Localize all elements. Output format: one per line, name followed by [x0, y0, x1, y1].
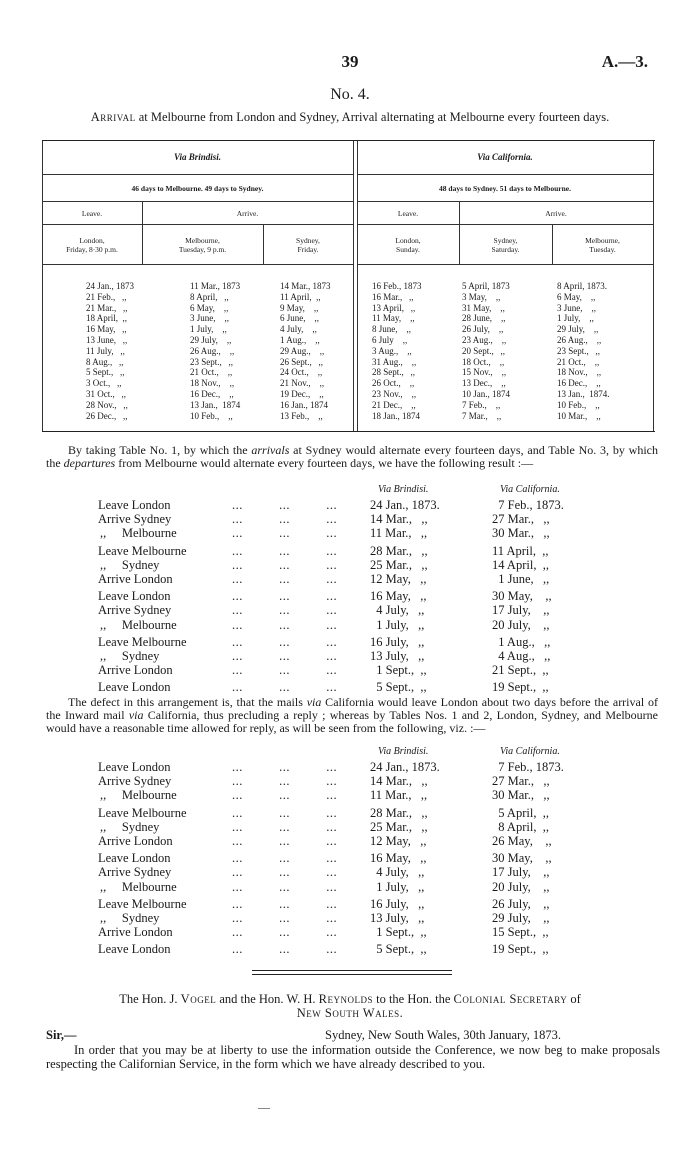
table-cell: 10 Mar., ,,: [557, 410, 601, 421]
table-cell: 13 June, ,,: [86, 334, 128, 345]
itinerary-row: [0, 851, 700, 866]
itin2-brindisi-heading: Via Brindisi.: [378, 746, 429, 757]
paragraph-result-intro: By taking Table No. 1, by which the arrivals at Sydney would alternate every fourteen days, and Table No. 3, by which the departures from Melbourne would alternate every fourteen days, we have the following result :—: [46, 443, 658, 470]
table-cell: 21 Oct., ,,: [190, 367, 233, 378]
brindisi-date: 12 May, ,,: [370, 834, 427, 848]
table-cell: 3 Oct., ,,: [86, 378, 122, 389]
brindisi-date: 16 May, ,,: [370, 589, 427, 604]
california-date: 26 July, ,,: [492, 896, 550, 911]
table-caption: [80, 110, 620, 124]
itinerary-row: [0, 806, 700, 821]
table-cell: 10 Jan., 1874: [462, 388, 510, 399]
itinerary-row: [0, 589, 700, 604]
leader-dots: ... ... ...: [232, 911, 338, 925]
brindisi-date: 16 July, ,,: [370, 896, 425, 911]
itinerary-row: [0, 680, 700, 695]
table-cell: 23 Aug., ,,: [462, 334, 507, 345]
brindisi-date: 16 May, ,,: [370, 851, 427, 866]
leader-dots: ... ... ...: [232, 543, 338, 558]
table-cell: 29 July, ,,: [557, 324, 599, 335]
itinerary-label: Leave Melbourne: [98, 896, 187, 911]
itinerary-label: Arrive London: [98, 572, 173, 586]
table-cell: 16 Feb., 1873: [372, 281, 422, 291]
table-cell: 26 Sept., ,,: [280, 356, 324, 367]
brindisi-date: 5 Sept., ,,: [370, 942, 427, 957]
brindisi-days: 46 days to Melbourne. 49 days to Sydney.: [131, 184, 264, 193]
california-date: 11 April, ,,: [492, 543, 549, 558]
california-date: 1 June, ,,: [492, 572, 550, 586]
itinerary-label: Leave Melbourne: [98, 543, 187, 558]
california-heading: Via California.: [477, 152, 533, 162]
itinerary-label: Arrive Sydney: [98, 774, 172, 789]
brindisi-date: 24 Jan., 1873.: [370, 760, 440, 774]
table-cell: 26 Aug., ,,: [557, 334, 602, 345]
california-date: 20 July, ,,: [492, 617, 550, 632]
footer-mark: [258, 1108, 270, 1109]
table-cell: 11 July, ,,: [86, 345, 125, 356]
itinerary-label: Arrive Sydney: [98, 512, 172, 527]
california-days: 48 days to Sydney. 51 days to Melbourne.: [439, 184, 571, 193]
table-cell: 21 Dec., ,,: [372, 399, 416, 410]
table-cell: 4 July, ,,: [280, 324, 317, 335]
brindisi-date: 1 July, ,,: [370, 879, 425, 894]
brindisi-melbourne-dates: [190, 281, 240, 421]
table-cell: 31 Oct., ,,: [86, 388, 126, 399]
brindisi-melbourne-col: Melbourne, Tuesday, 9 p.m.: [178, 236, 227, 254]
leader-dots: ... ... ...: [232, 805, 338, 820]
table-cell: 21 Feb., ,,: [86, 291, 127, 302]
brindisi-heading: Via Brindisi.: [173, 152, 222, 162]
paragraph-defect: The defect in this arrangement is, that the mails via California would leave London about two days before the arrival of the Inward mail via California, thus precluding a reply ; whereas by Tables Nos. 1 and 2, London, Sydney, and Melbourne would have a reasonable time allowed for reply, as will be seen from the following, viz. :—: [46, 695, 658, 735]
leader-dots: ... ... ...: [232, 617, 338, 632]
brindisi-date: 13 July, ,,: [370, 649, 425, 663]
table-cell: 5 April, 1873: [462, 281, 510, 291]
brindisi-date: 12 May, ,,: [370, 572, 427, 586]
table-cell: 14 Mar., 1873: [280, 281, 331, 291]
letter-body: In order that you may be at liberty to use the information outside the Conference, we now beg to make proposals respecting the Californian Service, in the form which we have already described to you.: [46, 1043, 660, 1071]
california-date: 7 Feb., 1873.: [492, 760, 564, 774]
brindisi-date: 4 July, ,,: [370, 865, 425, 880]
table-cell: 7 Mar., ,,: [462, 410, 502, 421]
brindisi-date: 24 Jan., 1873.: [370, 498, 440, 512]
california-date: 27 Mar., ,,: [492, 774, 550, 789]
table-cell: 9 May, ,,: [280, 302, 319, 313]
brindisi-date: 14 Mar., ,,: [370, 774, 428, 789]
table-cell: 5 Sept., ,,: [86, 367, 125, 378]
itinerary-label: Leave London: [98, 680, 171, 695]
brindisi-date: 5 Sept., ,,: [370, 680, 427, 695]
itinerary-label: ,, Melbourne: [100, 617, 177, 632]
itinerary-label: Arrive London: [98, 663, 173, 678]
itinerary-row: [0, 760, 700, 775]
itinerary-row: [0, 663, 700, 678]
separator-rule: [252, 970, 452, 971]
leader-dots: ... ... ...: [232, 760, 338, 774]
table-cell: 11 May, ,,: [372, 313, 415, 324]
leader-dots: ... ... ...: [232, 896, 338, 911]
table-cell: 13 Dec., ,,: [462, 378, 506, 389]
itinerary-row: [0, 603, 700, 618]
itin1-california-heading: Via California.: [500, 484, 560, 495]
california-date: 20 July, ,,: [492, 879, 550, 894]
table-cell: 6 May, ,,: [557, 291, 596, 302]
itinerary-label: Arrive Sydney: [98, 603, 172, 618]
table-cell: 13 Jan., 1874.: [557, 388, 610, 399]
table-cell: 13 Feb., ,,: [280, 410, 323, 421]
table-cell: 16 Jan., 1874: [280, 399, 328, 410]
brindisi-london-dates: [86, 281, 134, 421]
itinerary-row: [0, 572, 700, 587]
table-cell: 8 April, 1873.: [557, 281, 608, 291]
table-cell: 13 Jan., 1874: [190, 399, 241, 410]
table-cell: 1 Aug., ,,: [280, 334, 320, 345]
table-cell: 26 July, ,,: [462, 324, 504, 335]
leader-dots: ... ... ...: [232, 879, 338, 894]
separator-rule: [252, 974, 452, 975]
brindisi-date: 28 Mar., ,,: [370, 543, 428, 558]
california-date: 15 Sept., ,,: [492, 925, 549, 940]
table-cell: 28 Nov., ,,: [86, 399, 128, 410]
table-cell: 24 Oct., ,,: [280, 367, 323, 378]
table-cell: 3 June, ,,: [557, 302, 596, 313]
brindisi-arrive-heading: Arrive.: [236, 209, 259, 218]
california-date: 19 Sept., ,,: [492, 942, 549, 957]
itinerary-row: [0, 897, 700, 912]
table-cell: 23 Nov., ,,: [372, 388, 417, 399]
table-cell: 21 Oct., ,,: [557, 356, 600, 367]
itinerary-label: Leave Melbourne: [98, 805, 187, 820]
table-cell: 11 Mar., 1873: [190, 281, 241, 291]
itinerary-row: [0, 498, 700, 513]
california-date: 1 Aug., ,,: [492, 634, 551, 649]
itinerary-label: Leave London: [98, 589, 171, 604]
table-cell: 26 Aug., ,,: [190, 345, 235, 356]
california-date: 21 Sept., ,,: [492, 663, 549, 678]
brindisi-date: 11 Mar., ,,: [370, 788, 428, 803]
california-date: 19 Sept., ,,: [492, 680, 549, 695]
brindisi-date: 16 July, ,,: [370, 634, 425, 649]
brindisi-date: 1 Sept., ,,: [370, 663, 427, 678]
itinerary-label: Leave London: [98, 851, 171, 866]
itinerary-row: [0, 526, 700, 541]
table-cell: 24 Jan., 1873: [86, 281, 134, 291]
table-cell: 18 Nov., ,,: [190, 378, 235, 389]
leader-dots: ... ... ...: [232, 851, 338, 866]
leader-dots: ... ... ...: [232, 572, 338, 586]
itinerary-row: [0, 942, 700, 957]
brindisi-sydney-dates: [280, 281, 331, 421]
leader-dots: ... ... ...: [232, 925, 338, 940]
table-cell: 13 April, ,,: [372, 302, 416, 313]
itinerary-label: ,, Sydney: [100, 649, 160, 663]
table-cell: 18 Oct., ,,: [462, 356, 505, 367]
california-melbourne-col: Melbourne, Tuesday.: [585, 236, 620, 254]
itinerary-row: [0, 788, 700, 803]
document-reference: A.—3.: [601, 52, 648, 71]
brindisi-date: 11 Mar., ,,: [370, 526, 428, 541]
california-leave-heading: Leave.: [397, 209, 419, 218]
california-date: 27 Mar., ,,: [492, 512, 550, 527]
leader-dots: ... ... ...: [232, 942, 338, 957]
table-cell: 23 Sept., ,,: [557, 345, 601, 356]
table-cell: 21 Mar., ,,: [86, 302, 128, 313]
table-cell: 6 June, ,,: [280, 313, 319, 324]
itinerary-row: [0, 558, 700, 573]
leader-dots: ... ... ...: [232, 603, 338, 618]
itinerary-label: ,, Melbourne: [100, 788, 177, 803]
table-cell: 10 Feb., ,,: [557, 399, 600, 410]
caption-rest: at Melbourne from London and Sydney, Arrival alternating at Melbourne every fourteen days.: [135, 110, 610, 124]
table-cell: 1 July, ,,: [557, 313, 594, 324]
table-cell: 18 April, ,,: [86, 313, 128, 324]
california-arrive-heading: Arrive.: [545, 209, 567, 218]
letter-heading: The Hon. J. Vogel and the Hon. W. H. Reynolds to the Hon. the Colonial Secretary of New South Wales.: [119, 992, 581, 1020]
california-london-col: London, Sunday.: [395, 236, 421, 254]
table-cell: 8 Aug., ,,: [86, 356, 124, 367]
table-cell: 8 April, ,,: [190, 291, 229, 302]
table-cell: 10 Feb., ,,: [190, 410, 233, 421]
table-number: No. 4.: [330, 86, 370, 103]
itinerary-row: [0, 774, 700, 789]
table-cell: 3 May, ,,: [462, 291, 501, 302]
itin2-california-heading: Via California.: [500, 746, 560, 757]
itinerary-label: Leave London: [98, 942, 171, 957]
brindisi-date: 1 Sept., ,,: [370, 925, 427, 940]
leader-dots: ... ... ...: [232, 788, 338, 803]
california-date: 17 July, ,,: [492, 603, 550, 618]
table-cell: 31 Aug., ,,: [372, 356, 417, 367]
california-date: 4 Aug., ,,: [492, 649, 551, 663]
table-cell: 18 Jan., 1874: [372, 410, 420, 421]
california-date: 5 April, ,,: [492, 805, 549, 820]
leader-dots: ... ... ...: [232, 834, 338, 848]
itinerary-row: [0, 635, 700, 650]
page-number: 39: [341, 52, 359, 71]
brindisi-leave-heading: Leave.: [81, 209, 103, 218]
table-cell: 26 Oct., ,,: [372, 378, 415, 389]
itinerary-label: Leave Melbourne: [98, 634, 187, 649]
caption-lead: Arrival: [90, 110, 136, 124]
table-cell: 28 June, ,,: [462, 313, 506, 324]
california-date: 7 Feb., 1873.: [492, 498, 564, 512]
brindisi-date: 25 Mar., ,,: [370, 557, 428, 572]
table-cell: 21 Nov., ,,: [280, 378, 325, 389]
itinerary-row: [0, 820, 700, 835]
leader-dots: ... ... ...: [232, 526, 338, 541]
itinerary-row: [0, 512, 700, 527]
california-london-dates: [372, 281, 422, 421]
brindisi-sydney-col: Sydney, Friday.: [296, 236, 320, 254]
table-cell: 16 Dec., ,,: [190, 388, 234, 399]
leader-dots: ... ... ...: [232, 680, 338, 695]
california-date: 30 May, ,,: [492, 851, 552, 866]
leader-dots: ... ... ...: [232, 774, 338, 789]
table-cell: 29 July, ,,: [190, 334, 232, 345]
leader-dots: ... ... ...: [232, 557, 338, 572]
leader-dots: ... ... ...: [232, 634, 338, 649]
brindisi-date: 13 July, ,,: [370, 911, 425, 925]
letter-salutation: Sir,—: [46, 1028, 77, 1042]
california-date: 8 April, ,,: [492, 819, 549, 834]
itinerary-label: ,, Melbourne: [100, 526, 177, 541]
itinerary-label: ,, Sydney: [100, 819, 160, 834]
itinerary-row: [0, 618, 700, 633]
itin1-brindisi-heading: Via Brindisi.: [378, 484, 429, 495]
california-date: 14 April, ,,: [492, 557, 549, 572]
leader-dots: ... ... ...: [232, 512, 338, 527]
letter-dateline: Sydney, New South Wales, 30th January, 1873.: [325, 1028, 562, 1042]
california-sydney-col: Sydney, Saturday.: [491, 236, 520, 254]
california-date: 30 May, ,,: [492, 589, 552, 604]
table-cell: 31 May, ,,: [462, 302, 505, 313]
table-cell: 6 May, ,,: [190, 302, 229, 313]
itinerary-label: Arrive London: [98, 834, 173, 848]
table-cell: 6 July ,,: [372, 334, 408, 345]
itinerary-row: [0, 925, 700, 940]
brindisi-date: 1 July, ,,: [370, 617, 425, 632]
california-sydney-dates: [462, 281, 510, 421]
table-cell: 11 April, ,,: [280, 291, 321, 302]
table-cell: 16 Dec., ,,: [557, 378, 601, 389]
california-date: 26 May, ,,: [492, 834, 552, 848]
table-cell: 20 Sept., ,,: [462, 345, 506, 356]
table-cell: 23 Sept., ,,: [190, 356, 234, 367]
leader-dots: ... ... ...: [232, 498, 338, 512]
leader-dots: ... ... ...: [232, 819, 338, 834]
table-cell: 18 Nov., ,,: [557, 367, 602, 378]
itinerary-row: [0, 911, 700, 926]
table-cell: 19 Dec., ,,: [280, 388, 324, 399]
itinerary-row: [0, 544, 700, 559]
table-cell: 16 May, ,,: [86, 324, 127, 335]
itinerary-label: Arrive London: [98, 925, 173, 940]
table-cell: 26 Dec., ,,: [86, 410, 128, 421]
itinerary-label: ,, Melbourne: [100, 879, 177, 894]
itinerary-label: ,, Sydney: [100, 557, 160, 572]
california-date: 30 Mar., ,,: [492, 788, 550, 803]
table-cell: 7 Feb., ,,: [462, 399, 501, 410]
california-melbourne-dates: [557, 281, 610, 421]
table-cell: 16 Mar., ,,: [372, 291, 414, 302]
itinerary-row: [0, 649, 700, 664]
leader-dots: ... ... ...: [232, 865, 338, 880]
itinerary-label: ,, Sydney: [100, 911, 160, 925]
brindisi-date: 14 Mar., ,,: [370, 512, 428, 527]
table-cell: 3 June, ,,: [190, 313, 229, 324]
table-cell: 3 Aug., ,,: [372, 345, 412, 356]
california-date: 30 Mar., ,,: [492, 526, 550, 541]
table-cell: 29 Aug., ,,: [280, 345, 325, 356]
brindisi-date: 25 Mar., ,,: [370, 819, 428, 834]
leader-dots: ... ... ...: [232, 589, 338, 604]
itinerary-row: [0, 834, 700, 849]
itinerary-label: Leave London: [98, 498, 171, 512]
leader-dots: ... ... ...: [232, 663, 338, 678]
table-cell: 1 July, ,,: [190, 324, 227, 335]
brindisi-date: 28 Mar., ,,: [370, 805, 428, 820]
table-cell: 15 Nov., ,,: [462, 367, 507, 378]
table-cell: 8 June, ,,: [372, 324, 411, 335]
itinerary-label: Leave London: [98, 760, 171, 774]
brindisi-date: 4 July, ,,: [370, 603, 425, 618]
itinerary-row: [0, 880, 700, 895]
california-date: 29 July, ,,: [492, 911, 550, 925]
timetable: [42, 140, 655, 432]
itinerary-label: Arrive Sydney: [98, 865, 172, 880]
itinerary-row: [0, 865, 700, 880]
brindisi-london-col: London, Friday, 8·30 p.m.: [66, 236, 118, 254]
leader-dots: ... ... ...: [232, 649, 338, 663]
table-cell: 28 Sept., ,,: [372, 367, 416, 378]
california-date: 17 July, ,,: [492, 865, 550, 880]
